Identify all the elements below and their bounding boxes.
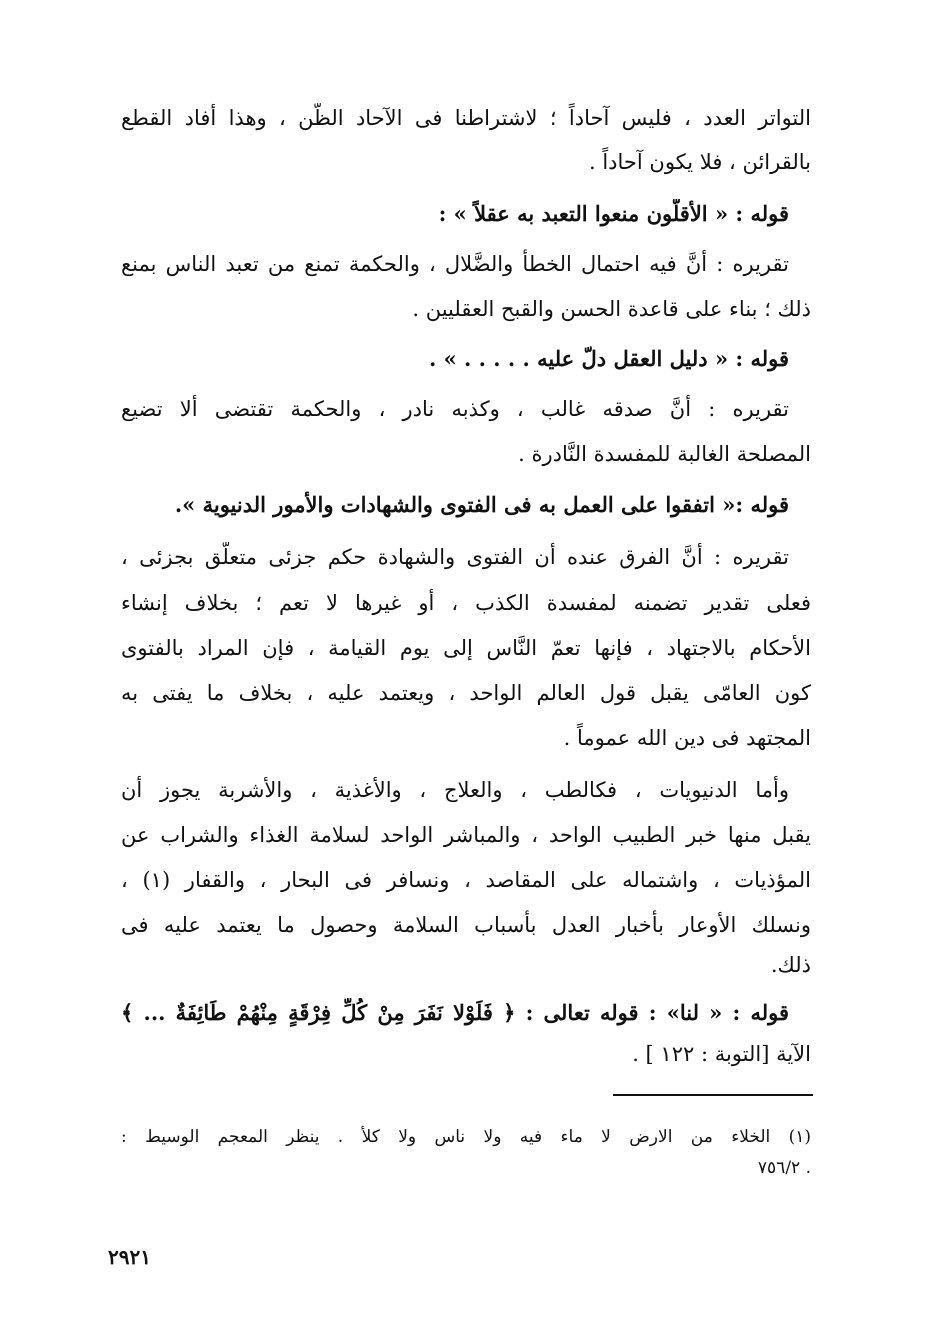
text-line: فعلى تقدير تضمنه لمفسدة الكذب ، أو غيرها لا تعم ؛ بخلاف إنشاء (121, 591, 811, 615)
text-line: المجتهد فى دين الله عموماً . (563, 726, 811, 750)
text-line: تقريره : أنَّ فيه احتمال الخطأ والضَّلال ، والحكمة تمنع من تعبد الناس بمنع (121, 252, 789, 276)
footnote-separator (613, 1094, 813, 1096)
text-line: قوله : « دليل العقل دلّ عليه . . . . . » . (428, 346, 789, 371)
text-line: الآية [التوبة : ١٢٢ ] . (632, 1042, 811, 1066)
text-line: تقريره : أنَّ صدقه غالب ، وكذبه نادر ، والحكمة تقتضى ألا تضيع (121, 397, 789, 421)
text-line: قوله :« اتفقوا على العمل به فى الفتوى والشهادات والأمور الدنيوية ». (174, 492, 789, 517)
text-line: تقريره : أنَّ الفرق عنده أن الفتوى والشهادة حكم جزئى متعلّق بجزئى ، (121, 545, 789, 569)
text-line: كون العامّى يقبل قول العالم الواحد ، ويعتمد عليه ، بخلاف ما يفتى به (121, 681, 811, 705)
text-line: الأحكام بالاجتهاد ، فإنها تعمّ النَّاس إلى يوم القيامة ، فإن المراد بالفتوى (121, 636, 811, 660)
text-line: يقبل منها خبر الطبيب الواحد ، والمباشر الواحد لسلامة الغذاء والشراب عن (121, 823, 811, 847)
page-number: ٢٩٢١ (108, 1245, 151, 1269)
text-line: بالقرائن ، فلا يكون آحاداً . (588, 150, 811, 174)
text-line: المصلحة الغالبة للمفسدة النَّادرة . (518, 442, 811, 466)
text-line: التواتر العدد ، فليس آحاداً ؛ لاشتراطنا فى الآحاد الظّن ، وهذا أفاد القطع (121, 106, 811, 130)
text-line: قوله : « لنا» : قوله تعالى : ﴿ فَلَوْلا نَفَرَ مِنْ كُلِّ فِرْقَةٍ مِنْهُمْ طَائِفَةٌ ... ﴾ (121, 1000, 789, 1025)
text-line: المؤذيات ، واشتماله على المقاصد ، ونسافر فى البحار ، والقفار (١) ، (121, 868, 811, 892)
text-line: ونسلك الأوعار بأخبار العدل بأسباب السلامة وحصول ما يعتمد عليه فى (121, 913, 811, 937)
footnote-line: . ٧٥٦/٢ (757, 1158, 811, 1178)
text-line: وأما الدنيويات ، فكالطب ، والعلاج ، والأغذية ، والأشربة يجوز أن (121, 778, 789, 802)
footnote-line: (١) الخلاء من الارض لا ماء فيه ولا ناس ولا كلأ . ينظر المعجم الوسيط : (121, 1127, 811, 1147)
text-line: قوله : « الأقلّون منعوا التعبد به عقلاً » : (438, 201, 789, 226)
text-line: ذلك ؛ بناء على قاعدة الحسن والقبح العقليين . (412, 297, 811, 321)
text-line: ذلك. (770, 953, 811, 977)
